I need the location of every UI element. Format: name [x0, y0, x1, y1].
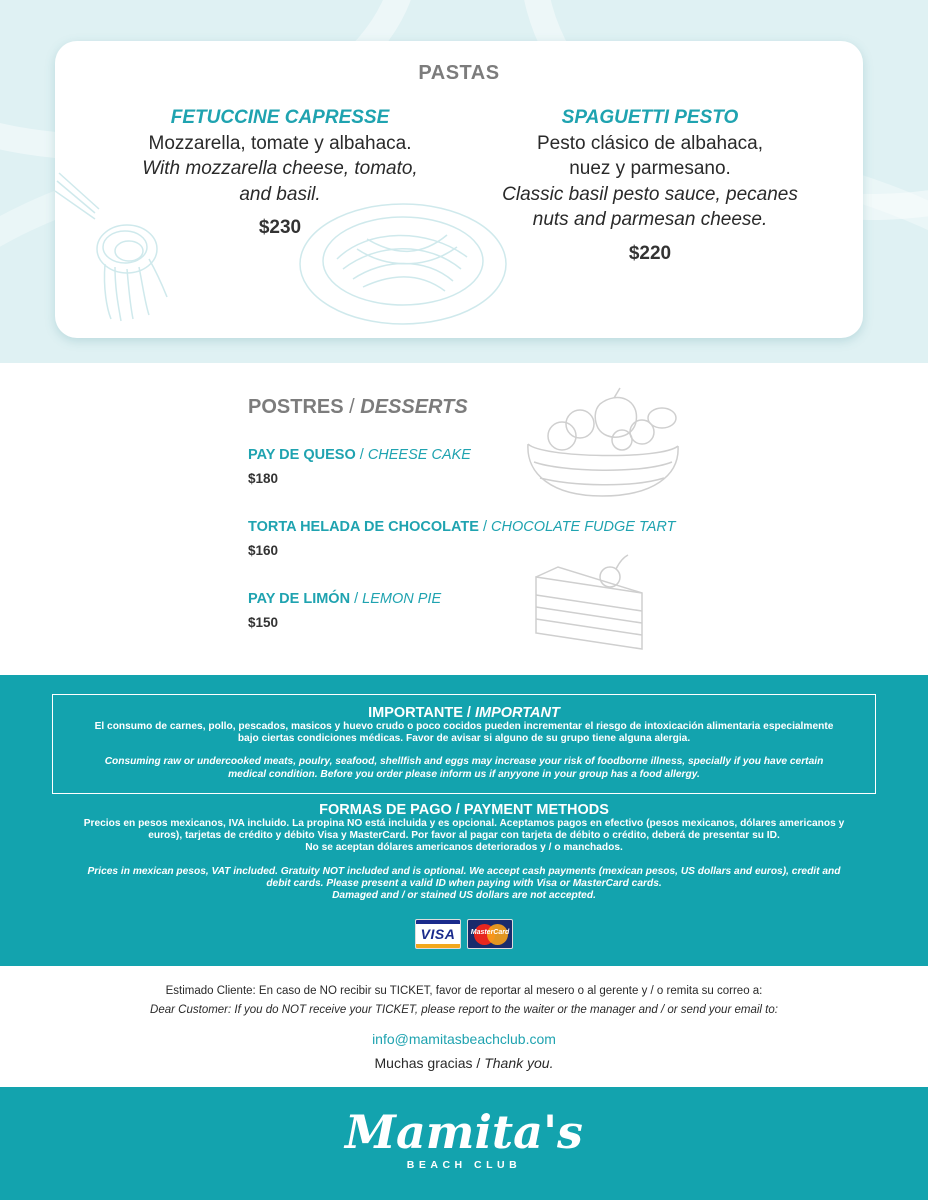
- desserts-title: [248, 396, 708, 419]
- logo-wordmark: Mamita's: [345, 1105, 583, 1159]
- dessert-name: [248, 519, 676, 535]
- mastercard-logo: [467, 919, 513, 949]
- dish-description-en: With mozzarella cheese, tomato,: [142, 158, 418, 179]
- dessert-name-es: TORTA HELADA DE CHOCOLATE: [248, 519, 479, 535]
- dish-name: FETUCCINE CAPRESSE: [170, 107, 390, 128]
- cake-slice-illustration: [528, 553, 650, 665]
- payment-methods: [52, 802, 876, 902]
- menu-item-chocolate-fudge-tart: [248, 519, 676, 558]
- menu-item-spaguetti-pesto: [470, 105, 830, 266]
- payment-text-es: Precios en pesos mexicanos, IVA incluido. La propina NO está incluida y es opcional. Aceptamos pagos en efectivo (pesos mexicanos, dólares americanos y: [83, 818, 845, 829]
- contact-email-link[interactable]: info@mamitasbeachclub.com: [372, 1031, 556, 1047]
- important-text-en: medical condition. Before you order please inform us if anyyone in your group has a food allergy.: [228, 768, 700, 780]
- dish-price: $220: [628, 242, 672, 264]
- dessert-name: [248, 447, 471, 463]
- dessert-price: $160: [248, 543, 279, 558]
- name-separator: /: [350, 591, 363, 607]
- mastercard-label: MasterCard: [470, 929, 510, 936]
- thanks-en: Thank you.: [484, 1055, 554, 1071]
- menu-item-fetuccine-capresse: [100, 105, 460, 241]
- dessert-name-es: PAY DE LIMÓN: [248, 591, 351, 607]
- payment-text-es: No se aceptan dólares americanos deteriorados y / o manchados.: [305, 842, 623, 854]
- footer: [0, 1087, 928, 1200]
- accepted-cards: [415, 919, 513, 949]
- payment-title: FORMAS DE PAGO / PAYMENT METHODS: [319, 802, 609, 818]
- customer-note: [0, 984, 928, 1071]
- desserts-title-en: DESSERTS: [360, 396, 468, 418]
- dish-description-es: Mozzarella, tomate y albahaca.: [148, 132, 412, 154]
- note-text-en: Dear Customer: If you do NOT receive your TICKET, please report to the waiter or the manager and / or send your email to:: [150, 1004, 778, 1016]
- dish-description-es: Pesto clásico de albahaca,: [536, 132, 764, 154]
- important-text-es: bajo ciertas condiciones médicas. Favor de avisar si alguno de su grupo tiene alguna alergia.: [237, 733, 691, 745]
- dish-description-en: and basil.: [239, 183, 321, 205]
- menu-item-cheese-cake: [248, 447, 471, 486]
- desserts-title-es: POSTRES: [248, 396, 344, 418]
- note-text-es: Estimado Cliente: En caso de NO recibir su TICKET, favor de reportar al mesero o al gerente y / o remita su correo a:: [165, 985, 763, 997]
- important-text-en: Consuming raw or undercooked meats, poulry, seafood, shellfish and eggs may increase your risk of foodborne illness, specially if you have certain: [104, 756, 824, 768]
- name-separator: /: [355, 447, 368, 463]
- important-title-en: IMPORTANT: [475, 705, 560, 721]
- logo-subtitle: BEACH CLUB: [406, 1159, 522, 1171]
- pastas-card: [55, 41, 863, 338]
- thanks-text: [0, 1055, 928, 1071]
- dessert-name-en: CHEESE CAKE: [367, 447, 471, 463]
- dessert-price: $150: [248, 615, 279, 630]
- dish-name: SPAGUETTI PESTO: [561, 107, 739, 128]
- dessert-name-en: LEMON PIE: [362, 591, 442, 607]
- dessert-price: $180: [248, 471, 279, 486]
- visa-logo: [415, 919, 461, 949]
- desserts-section: [248, 396, 708, 630]
- visa-label: VISA: [420, 926, 456, 942]
- name-separator: /: [478, 519, 492, 535]
- payment-text-es: euros), tarjetas de crédito y débito Visa y MasterCard. Por favor al pagar con tarjeta de débito o crédito, deberá de presentar su ID.: [148, 830, 780, 842]
- pastas-band: [0, 0, 928, 363]
- thanks-es: Muchas gracias /: [374, 1055, 485, 1071]
- title-separator: /: [343, 396, 361, 418]
- dish-description-en: nuts and parmesan cheese.: [532, 209, 768, 230]
- important-title-es: IMPORTANTE /: [368, 705, 475, 721]
- menu-item-lemon-pie: [248, 591, 441, 630]
- important-text-es: El consumo de carnes, pollo, pescados, masicos y huevo crudo o poco cocidos pueden incrementar el riesgo de intoxicación alimentaria especialmente: [94, 721, 834, 732]
- dish-price: $230: [258, 217, 302, 238]
- dessert-name: [248, 591, 441, 607]
- dessert-name-es: PAY DE QUESO: [248, 447, 356, 463]
- payment-text-en: debit cards. Please present a valid ID when paying with Visa or MasterCard cards.: [266, 877, 662, 889]
- info-band: [0, 675, 928, 966]
- pastas-title: PASTAS: [418, 62, 500, 84]
- important-title: [53, 705, 875, 721]
- dish-description-es: nuez y parmesano.: [569, 158, 731, 179]
- dish-description-en: Classic basil pesto sauce, pecanes: [502, 183, 798, 205]
- mamitas-logo: [0, 1107, 928, 1171]
- payment-text-en: Prices in mexican pesos, VAT included. Gratuity NOT included and is optional. We accept cash payments (mexican pesos, US dollars and euros), credit and: [87, 865, 841, 877]
- important-notice: [52, 694, 876, 794]
- dessert-name-en: CHOCOLATE FUDGE TART: [491, 519, 676, 535]
- payment-text-en: Damaged and / or stained US dollars are not accepted.: [332, 890, 596, 902]
